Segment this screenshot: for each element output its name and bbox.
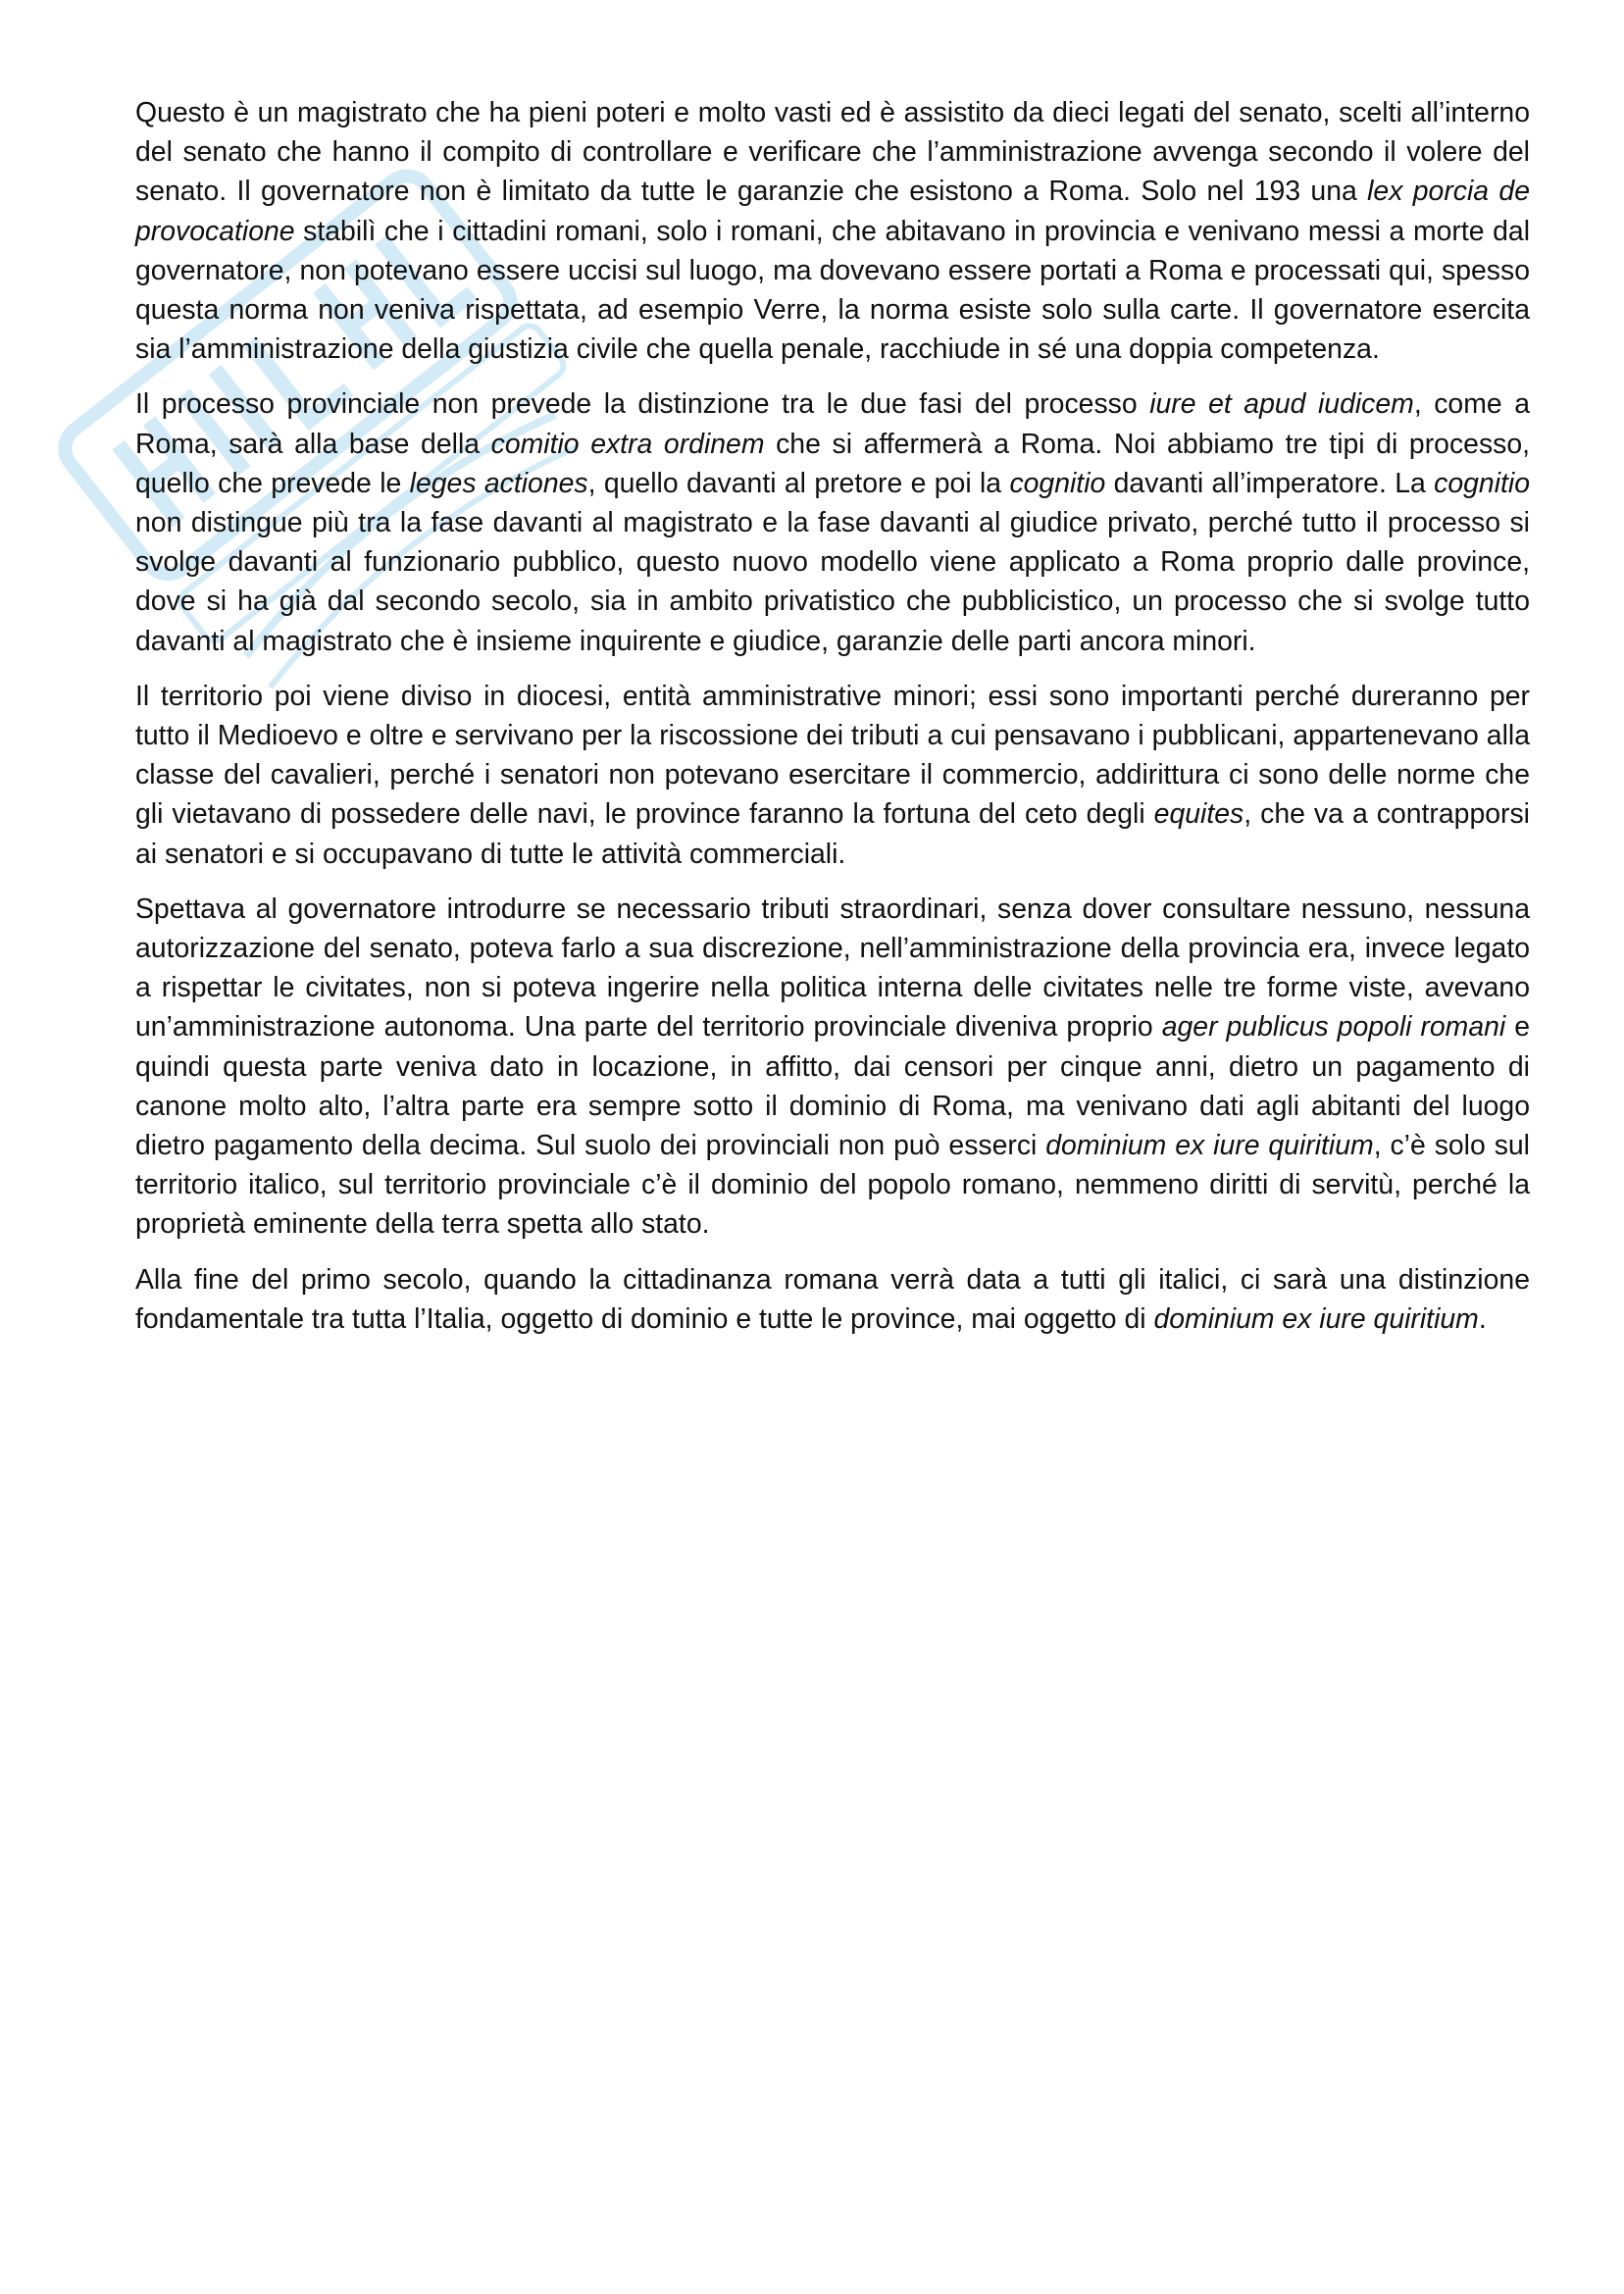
paragraph-4: Spettava al governatore introdurre se necessario tributi straordinari, senza dover consultare nessuno, nessuna autorizzazione del senato, poteva farlo a sua discrezione, nell’amministrazione della provincia era, invece legato a rispettar le civitates, non si poteva ingerire nella politica interna delle civitates nelle tre forme viste, avevano un’amministrazione autonoma. Una parte del territorio provinciale diveniva proprio ager publicus popoli romani e quindi questa parte veniva dato in locazione, in affitto, dai censori per cinque anni, dietro un pagamento di canone molto alto, l’altra parte era sempre sotto il dominio di Roma, ma venivano dati agli abitanti del luogo dietro pagamento della decima. Sul suolo dei provinciali non può esserci dominium ex iure quiritium, c’è solo sul territorio italico, sul territorio provinciale c’è il dominio del popolo romano, nemmeno diritti di servitù, perché la proprietà eminente della terra spetta allo stato. xyxy=(135,892,1530,1241)
paragraph-1: Questo è un magistrato che ha pieni poteri e molto vasti ed è assistito da dieci legati del senato, scelti all’interno del senato che hanno il compito di controllare e verificare che l’amministrazione avvenga secondo il volere del senato. Il governatore non è limitato da tutte le garanzie che esistono a Roma. Solo nel 193 una lex porcia de provocatione stabilì che i cittadini romani, solo i romani, che abitavano in provincia e venivano messi a morte dal governatore, non potevano essere uccisi sul luogo, ma dovevano essere portati a Roma e processati qui, spesso questa norma non veniva rispettata, ad esempio Verre, la norma esiste solo sulla carte. Il governatore esercita sia l’amministrazione della giustizia civile che quella penale, racchiude in sé una doppia competenza. xyxy=(135,97,1530,366)
paragraph-3: Il territorio poi viene diviso in diocesi, entità amministrative minori; essi sono importanti perché dureranno per tutto il Medioevo e oltre e servivano per la riscossione dei tributi a cui pensavano i pubblicani, appartenevano alla classe del cavalieri, perché i senatori non potevano esercitare il commercio, addirittura ci sono delle norme che gli vietavano di possedere delle navi, le province faranno la fortuna del ceto degli equites, che va a contrapporsi ai senatori e si occupavano di tutte le attività commerciali. xyxy=(135,680,1530,870)
paragraph-5: Alla fine del primo secolo, quando la cittadinanza romana verrà data a tutti gli italici, ci sarà una distinzione fondamentale tra tutta l’Italia, oggetto di dominio e tutte le province, mai oggetto di dominium ex iure quiritium. xyxy=(135,1263,1530,1335)
paragraph-2: Il processo provinciale non prevede la distinzione tra le due fasi del processo iure et apud iudicem, come a Roma, sarà alla base della comitio extra ordinem che si affermerà a Roma. Noi abbiamo tre tipi di processo, quello che prevede le leges actiones, quello davanti al pretore e poi la cognitio davanti all’imperatore. La cognitio non distingue più tra la fase davanti al magistrato e la fase davanti al giudice privato, perché tutto il processo si svolge davanti al funzionario pubblico, questo nuovo modello viene applicato a Roma proprio dalle province, dove si ha già dal secondo secolo, sia in ambito privatistico che pubblicistico, un processo che si svolge tutto davanti al magistrato che è insieme inquirente e giudice, garanzie delle parti ancora minori. xyxy=(135,388,1531,657)
document-body xyxy=(135,93,1530,1354)
